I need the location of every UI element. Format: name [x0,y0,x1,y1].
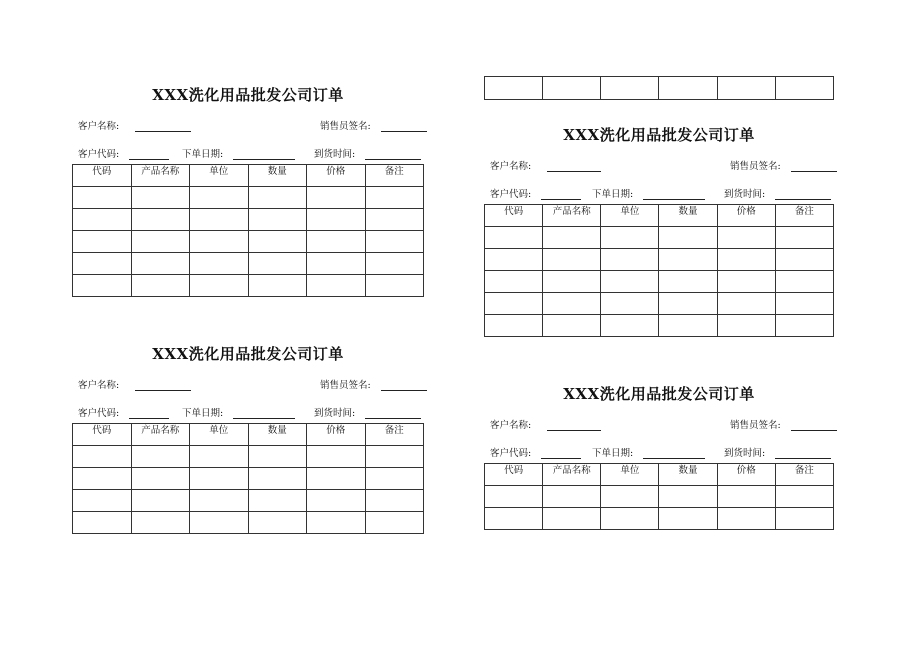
customer-code-label: 客户代码: [78,408,120,419]
col-unit: 单位 [601,205,659,227]
customer-name-label: 客户名称: [78,380,120,391]
table-row[interactable] [485,315,834,337]
table-row[interactable] [485,508,834,530]
customer-code-line[interactable] [541,189,581,200]
customer-code-line[interactable] [129,408,169,419]
order-date-field [182,146,295,160]
table-row[interactable] [485,227,834,249]
table-row[interactable] [73,512,424,534]
arrival-time-line[interactable] [365,149,421,160]
customer-code-label: 客户代码: [78,149,120,160]
salesperson-line[interactable] [791,161,837,172]
salesperson-field [320,118,427,132]
col-price: 价格 [307,165,366,187]
table-row[interactable] [73,490,424,512]
order-table [72,164,424,297]
order-date-line[interactable] [643,448,705,459]
salesperson-line[interactable] [791,420,837,431]
order-date-field [592,186,705,200]
col-remarks: 备注 [775,464,833,486]
arrival-time-label: 到货时间: [314,408,356,419]
table-row[interactable] [73,446,424,468]
order-date-line[interactable] [643,189,705,200]
customer-name-field [490,158,601,172]
col-remarks: 备注 [365,424,424,446]
salesperson-field [730,417,837,431]
salesperson-line[interactable] [381,121,427,132]
customer-name-line[interactable] [135,380,191,391]
arrival-time-field [314,146,421,160]
customer-name-field [490,417,601,431]
customer-name-label: 客户名称: [490,420,532,431]
col-product-name: 产品名称 [543,464,601,486]
col-price: 价格 [307,424,366,446]
salesperson-label: 销售员签名: [730,161,781,172]
col-price: 价格 [717,464,775,486]
salesperson-line[interactable] [381,380,427,391]
table-row[interactable] [485,293,834,315]
col-quantity: 数量 [659,464,717,486]
customer-name-line[interactable] [547,420,601,431]
table-row[interactable] [73,231,424,253]
col-code: 代码 [485,205,543,227]
order-table [72,423,424,534]
stray-table-row [484,76,834,100]
customer-code-line[interactable] [129,149,169,160]
col-code: 代码 [485,464,543,486]
order-date-line[interactable] [233,408,295,419]
arrival-time-line[interactable] [775,448,831,459]
salesperson-field [320,377,427,391]
customer-code-label: 客户代码: [490,448,532,459]
form-title: XXX洗化用品批发公司订单 [152,86,344,104]
arrival-time-label: 到货时间: [314,149,356,160]
customer-code-field [490,445,581,459]
table-row[interactable] [485,249,834,271]
col-quantity: 数量 [659,205,717,227]
arrival-time-field [724,186,831,200]
col-product-name: 产品名称 [131,165,190,187]
table-row[interactable] [73,187,424,209]
col-price: 价格 [717,205,775,227]
col-unit: 单位 [601,464,659,486]
table-row [485,77,834,100]
customer-code-line[interactable] [541,448,581,459]
order-date-field [182,405,295,419]
salesperson-label: 销售员签名: [730,420,781,431]
table-row[interactable] [73,253,424,275]
order-date-line[interactable] [233,149,295,160]
form-title: XXX洗化用品批发公司订单 [152,345,344,363]
order-date-label: 下单日期: [592,189,634,200]
order-date-label: 下单日期: [182,408,224,419]
customer-name-line[interactable] [547,161,601,172]
order-date-field [592,445,705,459]
table-header-row [73,165,424,187]
customer-code-field [490,186,581,200]
col-unit: 单位 [190,424,249,446]
order-date-label: 下单日期: [592,448,634,459]
customer-name-label: 客户名称: [490,161,532,172]
col-remarks: 备注 [365,165,424,187]
customer-code-field [78,405,169,419]
customer-name-line[interactable] [135,121,191,132]
col-quantity: 数量 [248,165,307,187]
table-header-row [73,424,424,446]
order-date-label: 下单日期: [182,149,224,160]
col-code: 代码 [73,424,132,446]
customer-code-label: 客户代码: [490,189,532,200]
col-quantity: 数量 [248,424,307,446]
arrival-time-field [314,405,421,419]
customer-code-field [78,146,169,160]
customer-name-field [78,118,191,132]
table-row[interactable] [73,275,424,297]
salesperson-label: 销售员签名: [320,121,371,132]
arrival-time-line[interactable] [365,408,421,419]
customer-name-label: 客户名称: [78,121,120,132]
col-product-name: 产品名称 [131,424,190,446]
order-table [484,463,834,530]
arrival-time-line[interactable] [775,189,831,200]
arrival-time-label: 到货时间: [724,189,766,200]
customer-name-field [78,377,191,391]
table-row[interactable] [485,271,834,293]
salesperson-label: 销售员签名: [320,380,371,391]
order-table [484,204,834,337]
form-title: XXX洗化用品批发公司订单 [563,385,755,403]
table-row[interactable] [485,486,834,508]
table-row[interactable] [73,209,424,231]
arrival-time-field [724,445,831,459]
table-row[interactable] [73,468,424,490]
salesperson-field [730,158,837,172]
table-header-row [485,464,834,486]
col-product-name: 产品名称 [543,205,601,227]
col-remarks: 备注 [775,205,833,227]
col-unit: 单位 [190,165,249,187]
arrival-time-label: 到货时间: [724,448,766,459]
form-title: XXX洗化用品批发公司订单 [563,126,755,144]
col-code: 代码 [73,165,132,187]
table-header-row [485,205,834,227]
